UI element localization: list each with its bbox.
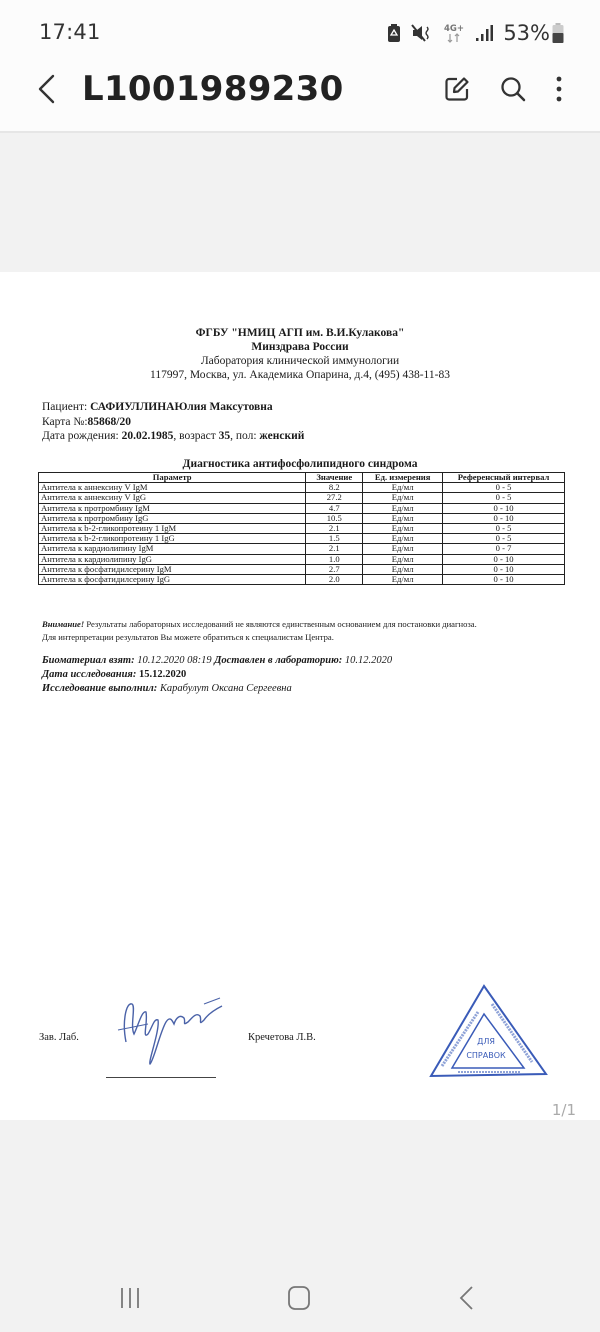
cell-parameter: Антитела к кардиолипину IgG	[39, 554, 306, 564]
recent-apps-button[interactable]	[105, 1282, 155, 1318]
app-bar	[0, 65, 600, 131]
more-options-button[interactable]	[554, 73, 564, 109]
cell-parameter: Антитела к протромбину IgM	[39, 503, 306, 513]
header-value: Значение	[306, 473, 363, 483]
stamp	[428, 982, 550, 1080]
performed-label: Исследование выполнил:	[42, 683, 158, 694]
table-title	[0, 458, 600, 470]
cell-unit: Ед/мл	[363, 503, 443, 513]
cell-unit: Ед/мл	[363, 574, 443, 584]
cell-parameter: Антитела к b-2-гликопротеину 1 IgM	[39, 523, 306, 533]
svg-text:СПРАВОК: СПРАВОК	[466, 1051, 506, 1060]
cell-unit: Ед/мл	[363, 554, 443, 564]
svg-text:ДЛЯ: ДЛЯ	[477, 1037, 495, 1046]
table-row	[39, 544, 565, 554]
cell-parameter: Антитела к аннексину V IgG	[39, 493, 306, 503]
document-title: L1001989230	[82, 69, 344, 109]
org-ministry: Минздрава России	[251, 341, 349, 353]
table-row	[39, 574, 565, 584]
nav-back-button[interactable]	[442, 1282, 492, 1318]
cell-reference: 0 - 5	[443, 483, 565, 493]
table-row	[39, 483, 565, 493]
mute-icon	[411, 23, 433, 43]
edit-icon	[443, 75, 471, 108]
cell-unit: Ед/мл	[363, 534, 443, 544]
card-label: Карта №:	[42, 415, 88, 428]
delivered-value: 10.12.2020	[342, 655, 393, 666]
cell-reference: 0 - 10	[443, 503, 565, 513]
table-row	[39, 503, 565, 513]
notice-line-1	[42, 618, 562, 631]
sex-label: , пол:	[230, 430, 260, 442]
biomaterial-value: 10.12.2020 08:19	[134, 655, 215, 666]
search-button[interactable]	[498, 73, 528, 109]
cell-reference: 0 - 5	[443, 523, 565, 533]
cell-value: 1.5	[306, 534, 363, 544]
notice-label: Внимание!	[42, 619, 85, 629]
cell-parameter: Антитела к протромбину IgG	[39, 513, 306, 523]
table-row	[39, 523, 565, 533]
cell-reference: 0 - 7	[443, 544, 565, 554]
notice-text-2: Для интерпретации результатов Вы можете обратиться к специалистам Центра.	[42, 632, 334, 642]
age-label: , возраст	[173, 430, 219, 442]
app-actions	[442, 73, 564, 109]
dob-label: Дата рождения:	[42, 430, 122, 442]
recent-apps-icon	[118, 1286, 142, 1315]
dob-value: 20.02.1985	[121, 430, 174, 442]
cell-unit: Ед/мл	[363, 483, 443, 493]
header-unit: Ед. измерения	[363, 473, 443, 483]
back-icon	[457, 1285, 477, 1316]
performed-row	[42, 682, 392, 696]
table-title-text: Диагностика антифосфолипидного синдрома	[182, 458, 418, 470]
cell-reference: 0 - 5	[443, 493, 565, 503]
cell-unit: Ед/мл	[363, 544, 443, 554]
cell-value: 1.0	[306, 554, 363, 564]
card-number: 85868/20	[87, 415, 131, 428]
patient-label: Пациент:	[42, 401, 91, 413]
cell-reference: 0 - 10	[443, 564, 565, 574]
viewer-background-top	[0, 133, 600, 272]
header-parameter: Параметр	[39, 473, 306, 483]
cell-reference: 0 - 10	[443, 574, 565, 584]
home-button[interactable]	[274, 1282, 324, 1318]
table-row	[39, 534, 565, 544]
battery-icon	[552, 22, 564, 44]
org-name: ФГБУ "НМИЦ АГП им. В.И.Кулакова"	[195, 327, 405, 339]
study-meta	[42, 654, 392, 696]
cell-value: 10.5	[306, 513, 363, 523]
cell-unit: Ед/мл	[363, 513, 443, 523]
cell-parameter: Антитела к b-2-гликопротеину 1 IgG	[39, 534, 306, 544]
signer-name: Кречетова Л.В.	[248, 1032, 316, 1043]
cell-value: 2.1	[306, 544, 363, 554]
navigation-bar	[0, 1262, 600, 1332]
dob-row	[42, 429, 304, 444]
search-icon	[499, 75, 527, 108]
table-row	[39, 554, 565, 564]
cell-reference: 0 - 10	[443, 554, 565, 564]
cell-unit: Ед/мл	[363, 523, 443, 533]
document-page[interactable]	[0, 272, 600, 1120]
header-reference: Референсный интервал	[443, 473, 565, 483]
patient-info	[42, 400, 304, 444]
biomaterial-label: Биоматериал взят:	[42, 655, 135, 666]
study-date-label: Дата исследования:	[42, 669, 137, 680]
sex-value: женский	[259, 430, 305, 442]
cell-parameter: Антитела к аннексину V IgM	[39, 483, 306, 493]
notice	[42, 618, 562, 644]
status-icons	[387, 20, 564, 46]
page-indicator: 1/1	[551, 1101, 576, 1119]
4g-data-icon	[443, 22, 465, 44]
study-date-row	[42, 668, 392, 682]
table-header-row	[39, 473, 565, 483]
cell-value: 2.1	[306, 523, 363, 533]
study-date-value: 15.12.2020	[136, 669, 187, 680]
performed-value: Карабулут Оксана Сергеевна	[157, 683, 292, 694]
table-row	[39, 513, 565, 523]
signature-image	[108, 982, 228, 1072]
org-lab: Лаборатория клинической иммунологии	[200, 355, 400, 367]
cell-unit: Ед/мл	[363, 564, 443, 574]
battery-percent: 53%	[503, 21, 550, 45]
signature-line	[106, 1077, 216, 1078]
cell-value: 8.2	[306, 483, 363, 493]
cell-parameter: Антитела к кардиолипину IgM	[39, 544, 306, 554]
cell-parameter: Антитела к фосфатидилсерину IgG	[39, 574, 306, 584]
battery-saver-icon	[387, 23, 401, 43]
more-options-icon	[556, 75, 562, 108]
org-address: 117997, Москва, ул. Академика Опарина, д.4, (495) 438-11-83	[150, 369, 450, 381]
cell-value: 2.7	[306, 564, 363, 574]
edit-button[interactable]	[442, 73, 472, 109]
status-bar	[0, 0, 600, 65]
signature-role: Зав. Лаб.	[39, 1032, 79, 1043]
patient-name: САФИУЛЛИНАЮлия Максутовна	[90, 401, 273, 413]
table-row	[39, 564, 565, 574]
cell-unit: Ед/мл	[363, 493, 443, 503]
cell-value: 2.0	[306, 574, 363, 584]
back-arrow-icon	[37, 74, 57, 109]
cell-reference: 0 - 10	[443, 513, 565, 523]
patient-row	[42, 400, 304, 415]
cell-value: 4.7	[306, 503, 363, 513]
results-table	[38, 472, 565, 585]
notice-text-1: Результаты лабораторных исследований не являются единственным основанием для постановки диагноза.	[84, 619, 477, 629]
organization-header	[0, 326, 600, 382]
biomaterial-row	[42, 654, 392, 668]
home-icon	[287, 1285, 311, 1316]
signal-icon	[475, 23, 493, 43]
cell-reference: 0 - 5	[443, 534, 565, 544]
card-row	[42, 415, 304, 430]
delivered-label: Доставлен в лабораторию:	[214, 655, 343, 666]
status-time: 17:41	[39, 20, 101, 44]
svg-text:4G+: 4G+	[444, 24, 465, 34]
cell-value: 27.2	[306, 493, 363, 503]
cell-parameter: Антитела к фосфатидилсерину IgM	[39, 564, 306, 574]
back-button[interactable]	[32, 73, 62, 109]
table-row	[39, 493, 565, 503]
age-value: 35	[218, 430, 231, 442]
